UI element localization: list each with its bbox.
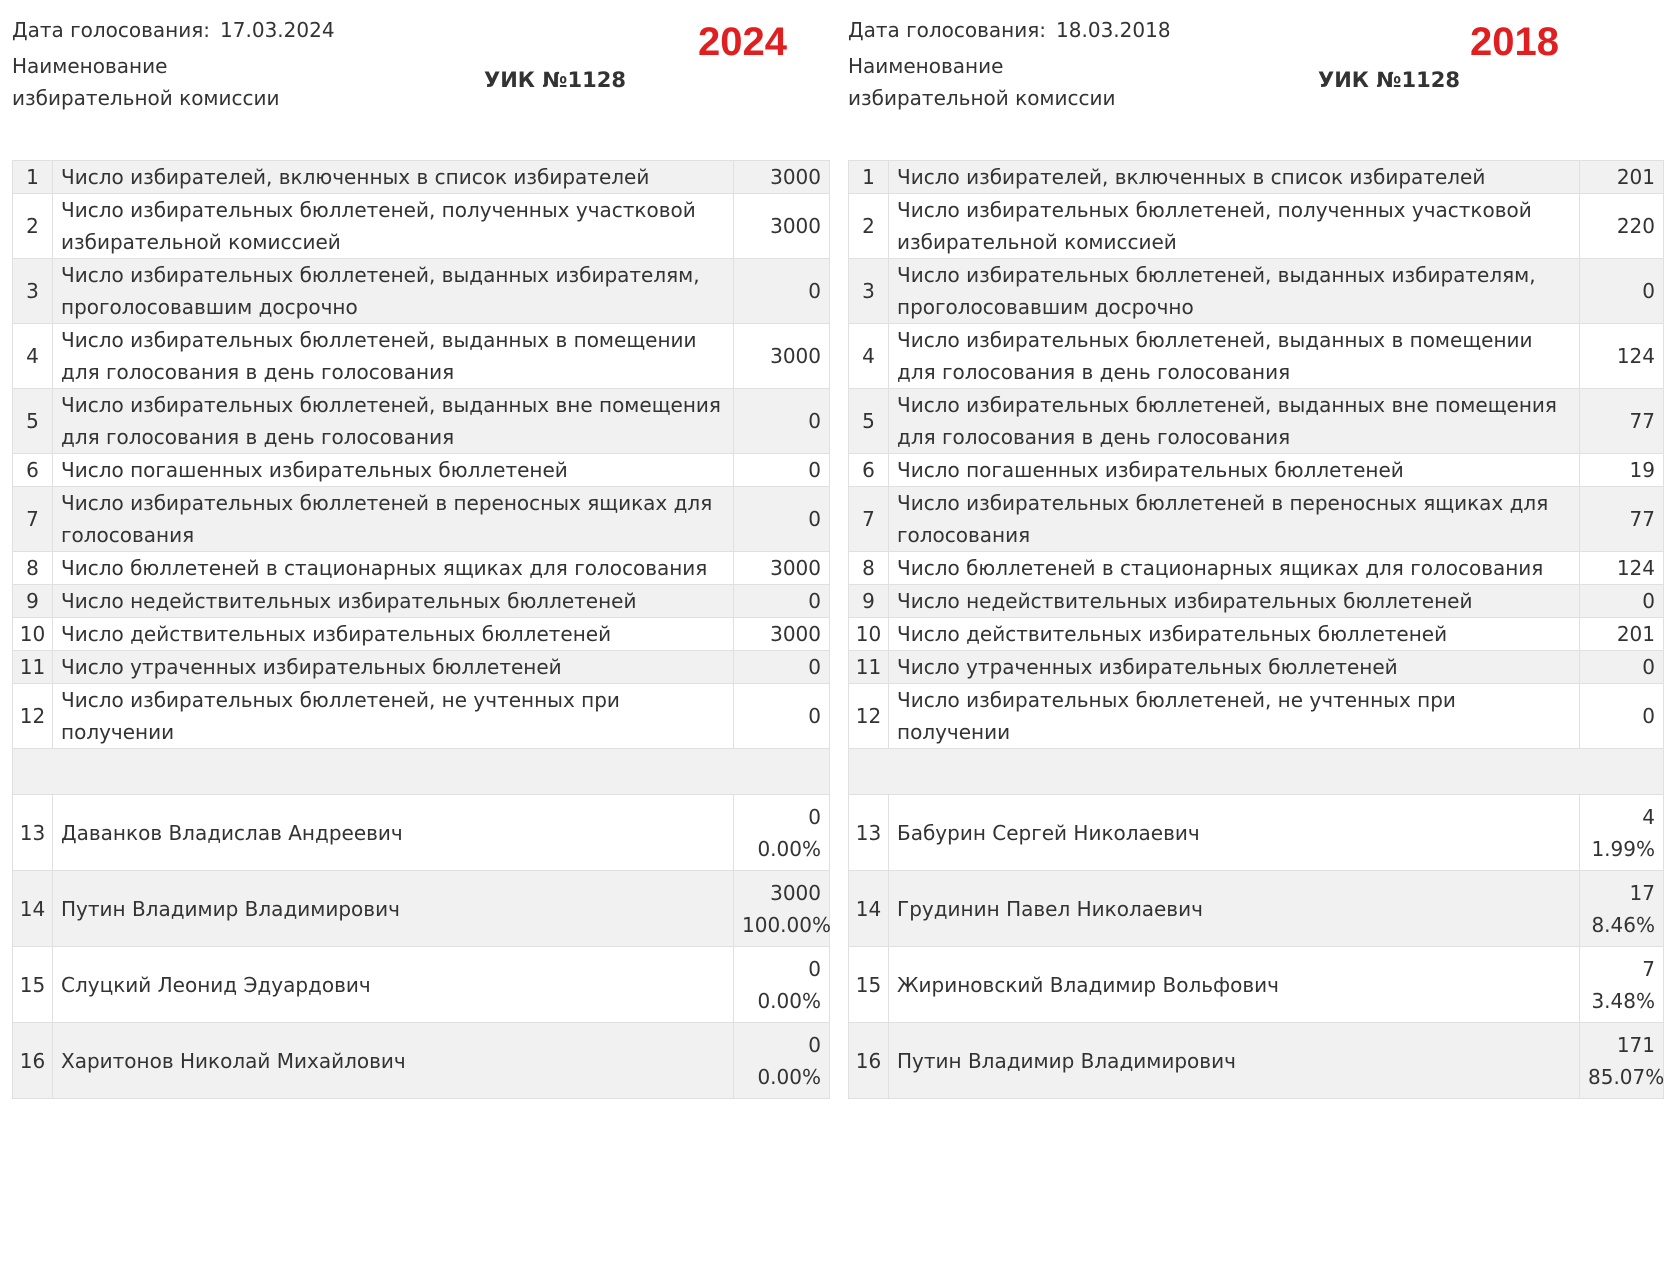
row-number: 11 [13,651,53,684]
row-number: 7 [13,487,53,552]
row-value: 0 [734,684,830,749]
row-number: 10 [849,618,889,651]
separator-cell [849,749,1664,795]
row-label: Число погашенных избирательных бюллетеней [889,454,1580,487]
row-value: 3000 [734,161,830,194]
table-row [849,454,1664,487]
row-label: Число избирательных бюллетеней, выданных в помещении для голосования в день голосования [53,324,734,389]
voting-date-label: Дата голосования: [848,18,1047,42]
results-panel-2018 [848,0,1664,1099]
candidate-name: Бабурин Сергей Николаевич [889,795,1580,871]
separator-row [13,749,830,795]
row-label: Число избирателей, включенных в список избирателей [889,161,1580,194]
voting-date-line [848,14,1171,46]
row-label: Число бюллетеней в стационарных ящиках для голосования [53,552,734,585]
row-number: 9 [849,585,889,618]
commission-name-label: Наименование избирательной комиссии [12,54,280,110]
candidate-name: Слуцкий Леонид Эдуардович [53,947,734,1023]
table-row [849,324,1664,389]
row-number: 13 [849,795,889,871]
candidate-row [13,947,830,1023]
candidate-result [1580,871,1664,947]
row-value: 3000 [734,194,830,259]
table-row [849,194,1664,259]
row-number: 14 [849,871,889,947]
candidate-name: Жириновский Владимир Вольфович [889,947,1580,1023]
candidate-votes: 0 [808,804,821,829]
candidate-name: Путин Владимир Владимирович [889,1023,1580,1099]
row-label: Число избирательных бюллетеней, выданных вне помещения для голосования в день голосования [53,389,734,454]
row-value: 3000 [734,324,830,389]
row-label: Число недействительных избирательных бюллетеней [889,585,1580,618]
results-table [848,160,1664,1099]
table-row [13,487,830,552]
voting-date-line [12,14,335,46]
candidate-percent: 1.99% [1591,836,1655,861]
row-value: 3000 [734,618,830,651]
row-value: 201 [1580,618,1664,651]
row-label: Число действительных избирательных бюллетеней [889,618,1580,651]
row-number: 3 [13,259,53,324]
row-label: Число избирательных бюллетеней, выданных избирателям, проголосовавшим досрочно [889,259,1580,324]
table-row [849,487,1664,552]
table-row [13,651,830,684]
candidate-percent: 85.07% [1588,1064,1664,1089]
row-label: Число избирательных бюллетеней, выданных избирателям, проголосовавшим досрочно [53,259,734,324]
candidate-result [734,871,830,947]
candidate-result [734,795,830,871]
row-value: 0 [734,585,830,618]
row-value: 77 [1580,487,1664,552]
candidate-name: Грудинин Павел Николаевич [889,871,1580,947]
row-number: 8 [849,552,889,585]
row-value: 0 [1580,259,1664,324]
separator-row [849,749,1664,795]
row-value: 0 [734,259,830,324]
row-number: 7 [849,487,889,552]
row-number: 15 [13,947,53,1023]
candidate-row [849,795,1664,871]
candidate-percent: 0.00% [757,1064,821,1089]
row-number: 2 [13,194,53,259]
table-row [13,454,830,487]
voting-date-label: Дата голосования: [12,18,211,42]
voting-date: 17.03.2024 [220,18,335,42]
row-number: 16 [13,1023,53,1099]
row-value: 124 [1580,552,1664,585]
row-value: 201 [1580,161,1664,194]
candidate-name: Даванков Владислав Андреевич [53,795,734,871]
year-label: 2024 [698,20,787,64]
candidate-name: Харитонов Николай Михайлович [53,1023,734,1099]
table-row [13,684,830,749]
table-row [13,585,830,618]
row-number: 10 [13,618,53,651]
candidate-result [734,1023,830,1099]
candidate-row [849,871,1664,947]
candidate-result [734,947,830,1023]
table-row [849,684,1664,749]
row-number: 12 [13,684,53,749]
candidate-percent: 0.00% [757,988,821,1013]
row-number: 11 [849,651,889,684]
candidate-result [1580,795,1664,871]
table-row [849,259,1664,324]
row-value: 124 [1580,324,1664,389]
row-number: 6 [13,454,53,487]
row-label: Число избирателей, включенных в список избирателей [53,161,734,194]
row-label: Число избирательных бюллетеней, не учтенных при получении [889,684,1580,749]
row-label: Число избирательных бюллетеней в переносных ящиках для голосования [53,487,734,552]
row-value: 0 [734,651,830,684]
row-label: Число избирательных бюллетеней, полученных участковой избирательной комиссией [889,194,1580,259]
candidate-result [1580,947,1664,1023]
candidate-percent: 100.00% [742,912,831,937]
candidate-votes: 0 [808,956,821,981]
table-row [849,585,1664,618]
row-label: Число избирательных бюллетеней, выданных в помещении для голосования в день голосования [889,324,1580,389]
candidate-votes: 7 [1642,956,1655,981]
panel-header [848,0,1664,160]
candidate-votes: 3000 [770,880,821,905]
row-number: 6 [849,454,889,487]
separator-cell [13,749,830,795]
year-label: 2018 [1470,20,1559,64]
table-row [13,552,830,585]
row-value: 0 [734,389,830,454]
table-row [13,389,830,454]
row-number: 4 [849,324,889,389]
candidate-votes: 171 [1616,1032,1655,1057]
candidate-name: Путин Владимир Владимирович [53,871,734,947]
row-number: 3 [849,259,889,324]
candidate-row [13,795,830,871]
results-table [12,160,830,1099]
row-number: 12 [849,684,889,749]
candidate-row [849,1023,1664,1099]
candidate-row [849,947,1664,1023]
row-number: 16 [849,1023,889,1099]
row-number: 2 [849,194,889,259]
row-number: 1 [849,161,889,194]
row-label: Число утраченных избирательных бюллетеней [53,651,734,684]
table-row [13,161,830,194]
table-row [13,618,830,651]
table-row [849,651,1664,684]
row-value: 3000 [734,552,830,585]
table-row [849,389,1664,454]
row-number: 4 [13,324,53,389]
candidate-percent: 0.00% [757,836,821,861]
row-value: 77 [1580,389,1664,454]
table-row [13,324,830,389]
voting-date: 18.03.2018 [1056,18,1171,42]
row-value: 0 [734,487,830,552]
row-label: Число бюллетеней в стационарных ящиках для голосования [889,552,1580,585]
row-value: 0 [1580,585,1664,618]
row-value: 0 [1580,651,1664,684]
row-label: Число утраченных избирательных бюллетеней [889,651,1580,684]
candidate-votes: 4 [1642,804,1655,829]
table-row [13,194,830,259]
row-label: Число погашенных избирательных бюллетеней [53,454,734,487]
candidate-percent: 3.48% [1591,988,1655,1013]
table-row [13,259,830,324]
results-panel-2024 [12,0,830,1099]
row-value: 220 [1580,194,1664,259]
row-number: 15 [849,947,889,1023]
row-number: 5 [849,389,889,454]
candidate-votes: 17 [1629,880,1655,905]
candidate-row [13,871,830,947]
commission-name: УИК №1128 [1318,68,1460,92]
row-value: 0 [1580,684,1664,749]
row-number: 14 [13,871,53,947]
table-row [849,552,1664,585]
table-row [849,618,1664,651]
row-number: 5 [13,389,53,454]
candidate-row [13,1023,830,1099]
row-label: Число избирательных бюллетеней, не учтенных при получении [53,684,734,749]
panel-header [12,0,830,160]
row-value: 0 [734,454,830,487]
row-number: 9 [13,585,53,618]
row-label: Число избирательных бюллетеней в переносных ящиках для голосования [889,487,1580,552]
candidate-result [1580,1023,1664,1099]
table-row [849,161,1664,194]
row-number: 8 [13,552,53,585]
row-label: Число недействительных избирательных бюллетеней [53,585,734,618]
candidate-percent: 8.46% [1591,912,1655,937]
row-value: 19 [1580,454,1664,487]
commission-name: УИК №1128 [484,68,626,92]
commission-name-label: Наименование избирательной комиссии [848,54,1116,110]
row-number: 13 [13,795,53,871]
row-label: Число действительных избирательных бюллетеней [53,618,734,651]
row-label: Число избирательных бюллетеней, выданных вне помещения для голосования в день голосования [889,389,1580,454]
row-label: Число избирательных бюллетеней, полученных участковой избирательной комиссией [53,194,734,259]
candidate-votes: 0 [808,1032,821,1057]
row-number: 1 [13,161,53,194]
